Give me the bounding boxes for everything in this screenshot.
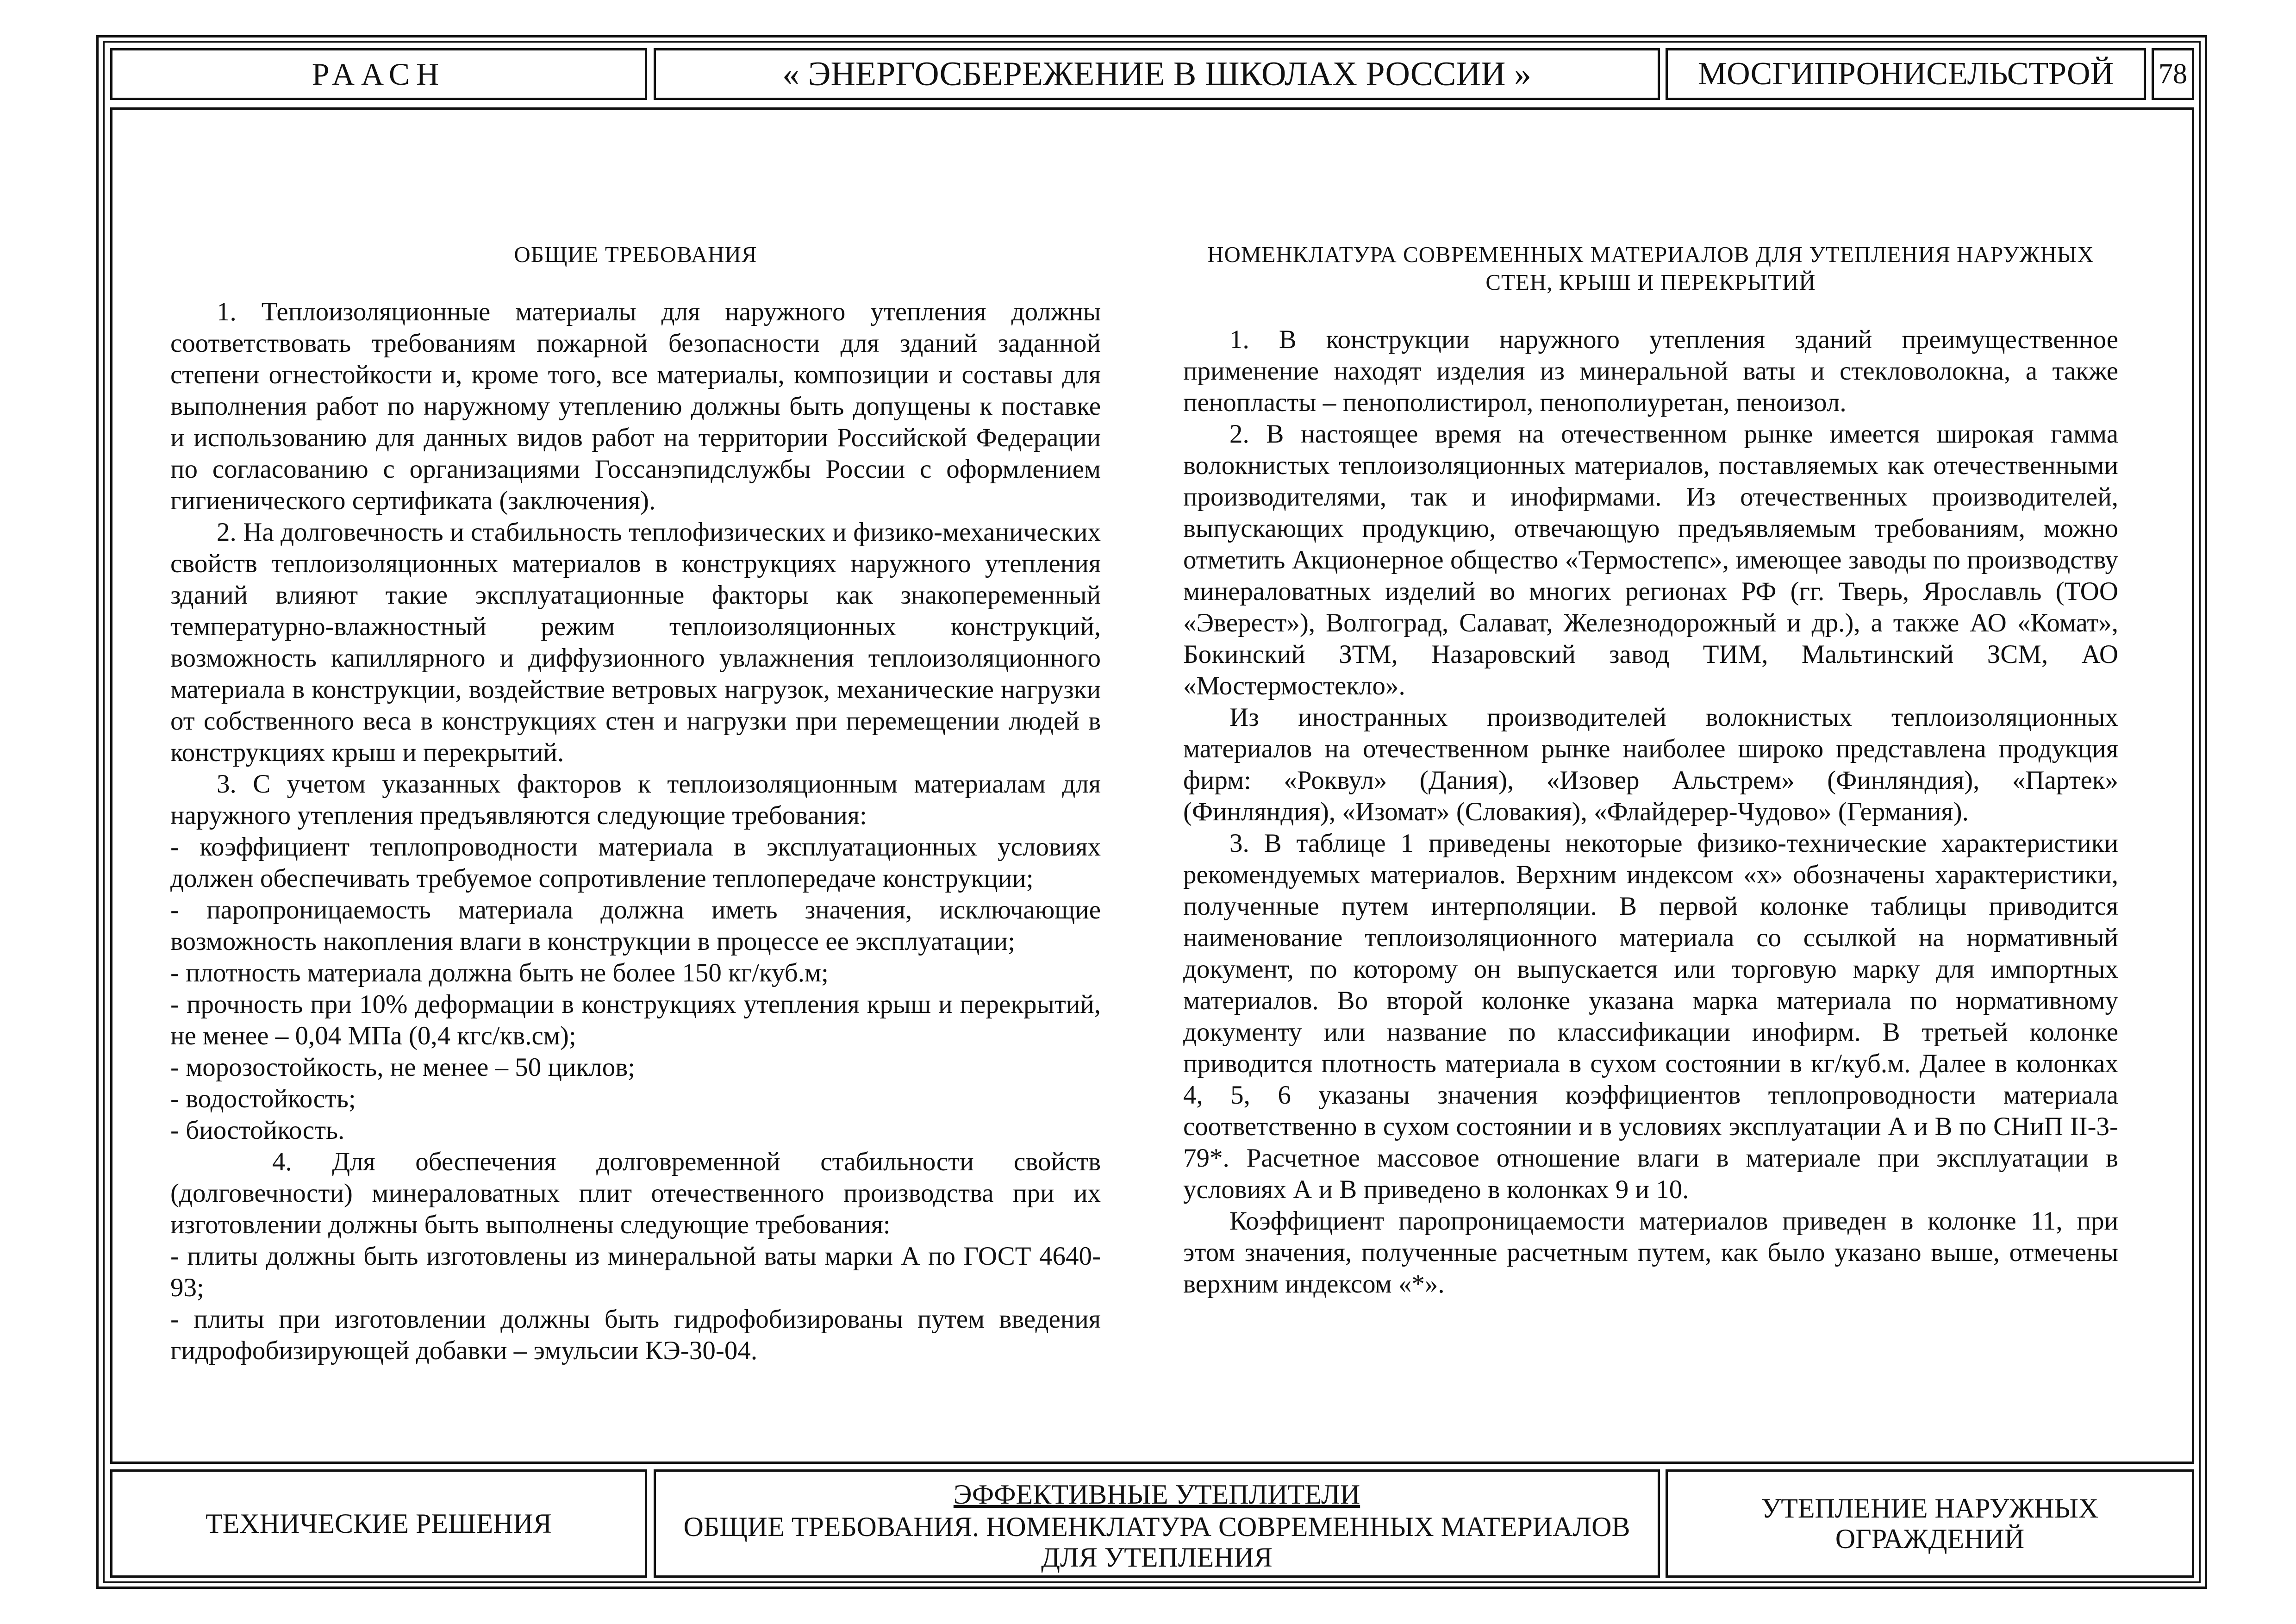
footer-section: ТЕХНИЧЕСКИЕ РЕШЕНИЯ	[110, 1469, 647, 1578]
paragraph: 1. В конструкции наружного утепления зданий преимущественное применение находят изделия из минеральной ваты и стекловолокна, а также пенопласты – пенополистирол, пенополиуретан, пеноизол.	[1183, 325, 2118, 417]
right-column	[1183, 241, 2118, 1300]
paragraph: 1. Теплоизоляционные материалы для наружного утепления должны соответствовать требованиям пожарной безопасности для зданий заданной степени огнестойкости и, кроме того, все материалы, композиции и составы для выполнения работ по наружному утеплению должны быть допущены к поставке и использованию для данных видов работ на территории Российской Федерации по согласованию с организациями Госсанэпидслужбы России с оформлением гигиенического сертификата (заключения).	[170, 297, 1101, 515]
list-item: - морозостойкость, не менее – 50 циклов;	[170, 1053, 635, 1082]
header-organization: РААСН	[110, 48, 647, 100]
list-item: - коэффициент теплопроводности материала в эксплуатационных условиях должен обеспечивать требуемое сопротивление теплопередаче конструкции;	[170, 832, 1101, 893]
footer-topic: УТЕПЛЕНИЕ НАРУЖНЫХ ОГРАЖДЕНИЙ	[1666, 1469, 2194, 1578]
list-item: - паропроницаемость материала должна иметь значения, исключающие возможность накопления влаги в конструкции в процессе ее эксплуатации;	[170, 895, 1101, 956]
paragraph: 4. Для обеспечения долговременной стабильности свойств (долговечности) минераловатных плит отечественного производства при их изготовлении должны быть выполнены следующие требования:	[170, 1147, 1101, 1239]
list-item: - водостойкость;	[170, 1084, 356, 1113]
paragraph: 3. С учетом указанных факторов к теплоизоляционным материалам для наружного утепления предъявляются следующие требования:	[170, 769, 1101, 830]
header-institute: МОСГИПРОНИСЕЛЬСТРОЙ	[1666, 48, 2146, 100]
paragraph: Коэффициент паропроницаемости материалов приведен в колонке 11, при этом значения, полученные расчетным путем, как было указано выше, отмечены верхним индексом «*».	[1183, 1206, 2118, 1299]
list-item: - плотность материала должна быть не более 150 кг/куб.м;	[170, 958, 829, 987]
footer-title: ЭФФЕКТИВНЫЕ УТЕПЛИТЕЛИ	[953, 1479, 1360, 1510]
title-block	[110, 1469, 2194, 1578]
page-number: 78	[2152, 48, 2194, 100]
footer-subtitle: ОБЩИЕ ТРЕБОВАНИЯ. НОМЕНКЛАТУРА СОВРЕМЕННЫХ МАТЕРИАЛОВ ДЛЯ УТЕПЛЕНИЯ	[683, 1512, 1630, 1573]
left-column	[170, 241, 1101, 1367]
right-heading: НОМЕНКЛАТУРА СОВРЕМЕННЫХ МАТЕРИАЛОВ ДЛЯ УТЕПЛЕНИЯ НАРУЖНЫХ СТЕН, КРЫШ И ПЕРЕКРЫТИЙ	[1207, 242, 2094, 295]
list-item: - плиты должны быть изготовлены из минеральной ваты марки А по ГОСТ 4640-93;	[170, 1242, 1101, 1302]
paragraph: Из иностранных производителей волокнистых теплоизоляционных материалов на отечественном рынке наиболее широко представлена продукция фирм: «Роквул» (Дания), «Изовер Альстрем» (Финляндия), «Партек» (Финляндия), «Изомат» (Словакия), «Флайдерер-Чудово» (Германия).	[1183, 703, 2118, 826]
list-item: - прочность при 10% деформации в конструкциях утепления крыш и перекрытий, не менее – 0,04 МПа (0,4 кгс/кв.см);	[170, 990, 1101, 1050]
left-heading: ОБЩИЕ ТРЕБОВАНИЯ	[514, 242, 757, 267]
paragraph: 2. На долговечность и стабильность теплофизических и физико-механических свойств теплоизоляционных материалов в конструкциях наружного утепления зданий влияют такие эксплуатационные факторы как знакопеременный температурно-влажностный режим теплоизоляционных конструкций, возможность капиллярного и диффузионного увлажнения теплоизоляционного материала в конструкции, воздействие ветровых нагрузок, механические нагрузки от собственного веса в конструкциях стен и нагрузки при перемещении людей в конструкциях крыш и перекрытий.	[170, 518, 1101, 767]
paragraph: 3. В таблице 1 приведены некоторые физико-технические характеристики рекомендуемых материалов. Верхним индексом «х» обозначены характеристики, полученные путем интерполяции. В первой колонке таблицы приводится наименование теплоизоляционного материала со ссылкой на нормативный документ, по которому он выпускается или торговую марку для импортных материалов. Во второй колонке указана марка материала по нормативному документу или название по классификации инофирм. В третьей колонке приводится плотность материала в сухом состоянии в кг/куб.м. Далее в колонках 4, 5, 6 указаны значения коэффициентов теплопроводности материала соответственно в сухом состоянии и в условиях эксплуатации А и В по СНиП II-3-79*. Расчетное массовое отношение влаги в материале при эксплуатации в условиях А и В приведено в колонках 9 и 10.	[1183, 829, 2118, 1204]
footer-sheet-title	[654, 1469, 1660, 1578]
list-item: - плиты при изготовлении должны быть гидрофобизированы путем введения гидрофобизирующей добавки – эмульсии КЭ-30-04.	[170, 1305, 1101, 1365]
paragraph: 2. В настоящее время на отечественном рынке имеется широкая гамма волокнистых теплоизоляционных материалов, поставляемых как отечественными производителями, так и инофирмами. Из отечественных производителей, выпускающих продукцию, отвечающую предъявляемым требованиям, можно отметить Акционерное общество «Термостепс», имеющее заводы по производству минераловатных изделий во многих регионах РФ (гг. Тверь, Ярославль (ТОО «Эверест»), Волгоград, Салават, Железнодорожный и др.), а также АО «Комат», Бокинский ЗТМ, Назаровский завод ТИМ, Мальтинский ЗСМ, АО «Мостермостекло».	[1183, 419, 2118, 700]
header-document-title: « ЭНЕРГОСБЕРЕЖЕНИЕ В ШКОЛАХ РОССИИ »	[654, 48, 1660, 100]
list-item: - биостойкость.	[170, 1116, 345, 1145]
